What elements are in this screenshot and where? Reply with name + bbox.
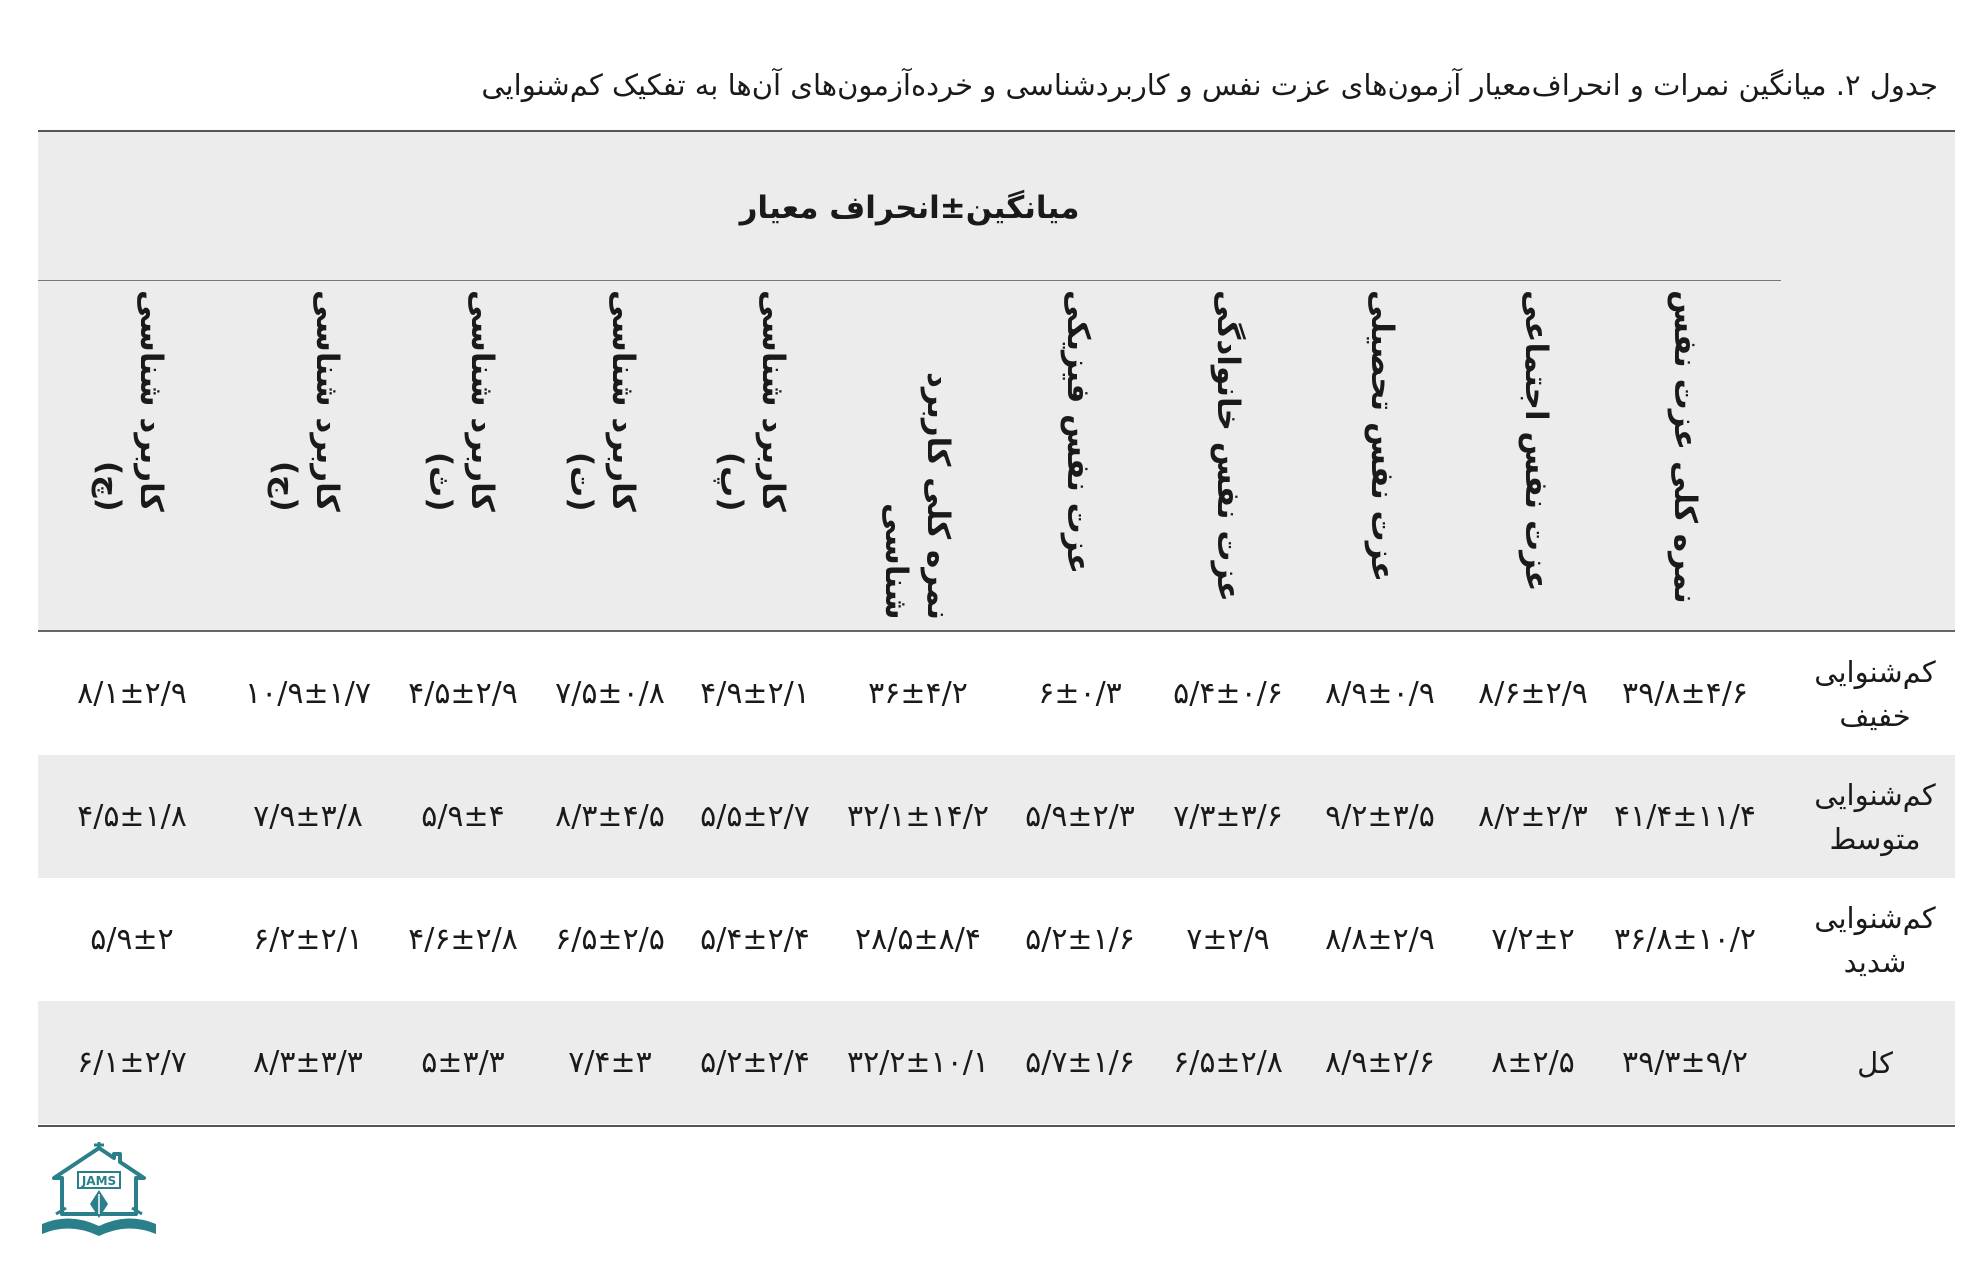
table-cell: ۵/۴±۰/۶ [1173, 676, 1283, 711]
column-header: نمره کلی کاربرد شناسی [878, 372, 956, 620]
column-header: کاربرد شناسی (ت) [563, 290, 641, 512]
table-cell: ۷/۵±۰/۸ [555, 676, 665, 711]
column-header: کاربرد شناسی (چ) [91, 290, 169, 512]
table-cell: ۳۹/۳±۹/۲ [1622, 1045, 1748, 1080]
table-caption: جدول ۲. میانگین نمرات و انحراف‌معیار آزمون‌های عزت نفس و کاربردشناسی و خرده‌آزمون‌های آن‌ها به تفکیک کم‌شنوایی [481, 68, 1938, 102]
table-cell: ۶/۲±۲/۱ [253, 922, 363, 957]
table-cell: ۴/۵±۱/۸ [77, 799, 187, 834]
table-cell: ۳۶±۴/۲ [868, 676, 968, 711]
row-label: کل [1857, 1045, 1893, 1080]
bottom-rule [38, 1125, 1955, 1127]
table-cell: ۷/۲±۲ [1491, 922, 1575, 957]
table-cell: ۸/۱±۲/۹ [77, 676, 187, 711]
column-header: کاربرد شناسی (ث) [422, 290, 500, 512]
table-cell: ۴۱/۴±۱۱/۴ [1613, 799, 1757, 834]
table-cell: ۵/۴±۲/۴ [700, 922, 810, 957]
table-cell: ۵/۹±۴ [421, 799, 505, 834]
table-row [38, 878, 1955, 1001]
table-cell: ۷/۴±۳ [568, 1045, 652, 1080]
table-cell: ۵/۵±۲/۷ [700, 799, 810, 834]
table-cell: ۴/۶±۲/۸ [408, 922, 518, 957]
column-header: عزت نفس اجتماعی [1518, 290, 1554, 592]
column-header: عزت نفس فیزیکی [1060, 290, 1096, 575]
table-cell: ۵/۲±۲/۴ [700, 1045, 810, 1080]
table-cell: ۶/۱±۲/۷ [77, 1045, 187, 1080]
table-cell: ۴/۵±۲/۹ [408, 676, 518, 711]
row-label: کم‌شنوایی متوسط [1814, 777, 1936, 856]
table-cell: ۸/۳±۳/۳ [253, 1045, 363, 1080]
table-row [38, 755, 1955, 878]
table-cell: ۵/۹±۲ [90, 922, 174, 957]
table-cell: ۴/۹±۲/۱ [700, 676, 810, 711]
row-label: کم‌شنوایی شدید [1814, 900, 1936, 979]
table-cell: ۳۹/۸±۴/۶ [1622, 676, 1748, 711]
table-cell: ۵/۲±۱/۶ [1025, 922, 1135, 957]
table-cell: ۳۶/۸±۱۰/۲ [1613, 922, 1757, 957]
table-cell: ۳۲/۲±۱۰/۱ [846, 1045, 990, 1080]
table-cell: ۶/۵±۲/۵ [555, 922, 665, 957]
table-cell: ۲۸/۵±۸/۴ [855, 922, 981, 957]
table-cell: ۸/۶±۲/۹ [1478, 676, 1588, 711]
table-cell: ۷/۳±۳/۶ [1173, 799, 1283, 834]
group-header: میانگین±انحراف معیار [739, 190, 1080, 226]
table-cell: ۵±۳/۳ [421, 1045, 505, 1080]
column-header: عزت نفس خانوادگی [1210, 290, 1246, 602]
table-cell: ۶±۰/۳ [1038, 676, 1122, 711]
table-row [38, 632, 1955, 755]
table-cell: ۸/۹±۲/۶ [1325, 1045, 1435, 1080]
table-cell: ۷/۹±۳/۸ [253, 799, 363, 834]
table-cell: ۸/۳±۴/۵ [555, 799, 665, 834]
table-cell: ۵/۹±۲/۳ [1025, 799, 1135, 834]
table-row [38, 1001, 1955, 1124]
table-cell: ۱۰/۹±۱/۷ [245, 676, 371, 711]
table-cell: ۷±۲/۹ [1186, 922, 1270, 957]
table-cell: ۵/۷±۱/۶ [1025, 1045, 1135, 1080]
column-header: کاربرد شناسی (پ) [713, 290, 791, 512]
table-cell: ۸/۸±۲/۹ [1325, 922, 1435, 957]
group-header-rule [38, 280, 1781, 281]
table-cell: ۸/۹±۰/۹ [1325, 676, 1435, 711]
svg-text:JAMS: JAMS [81, 1174, 117, 1188]
table-cell: ۹/۲±۳/۵ [1325, 799, 1435, 834]
column-header: کاربرد شناسی (ج) [267, 290, 345, 512]
column-header: عزت نفس تحصیلی [1364, 290, 1400, 583]
row-label: کم‌شنوایی خفیف [1814, 654, 1936, 733]
table-cell: ۶/۵±۲/۸ [1173, 1045, 1283, 1080]
table-cell: ۸/۲±۲/۳ [1478, 799, 1588, 834]
table-cell: ۳۲/۱±۱۴/۲ [846, 799, 990, 834]
jams-logo [36, 1142, 162, 1242]
column-header: نمره کلی عزت نفس [1667, 290, 1703, 604]
table-cell: ۸±۲/۵ [1491, 1045, 1575, 1080]
